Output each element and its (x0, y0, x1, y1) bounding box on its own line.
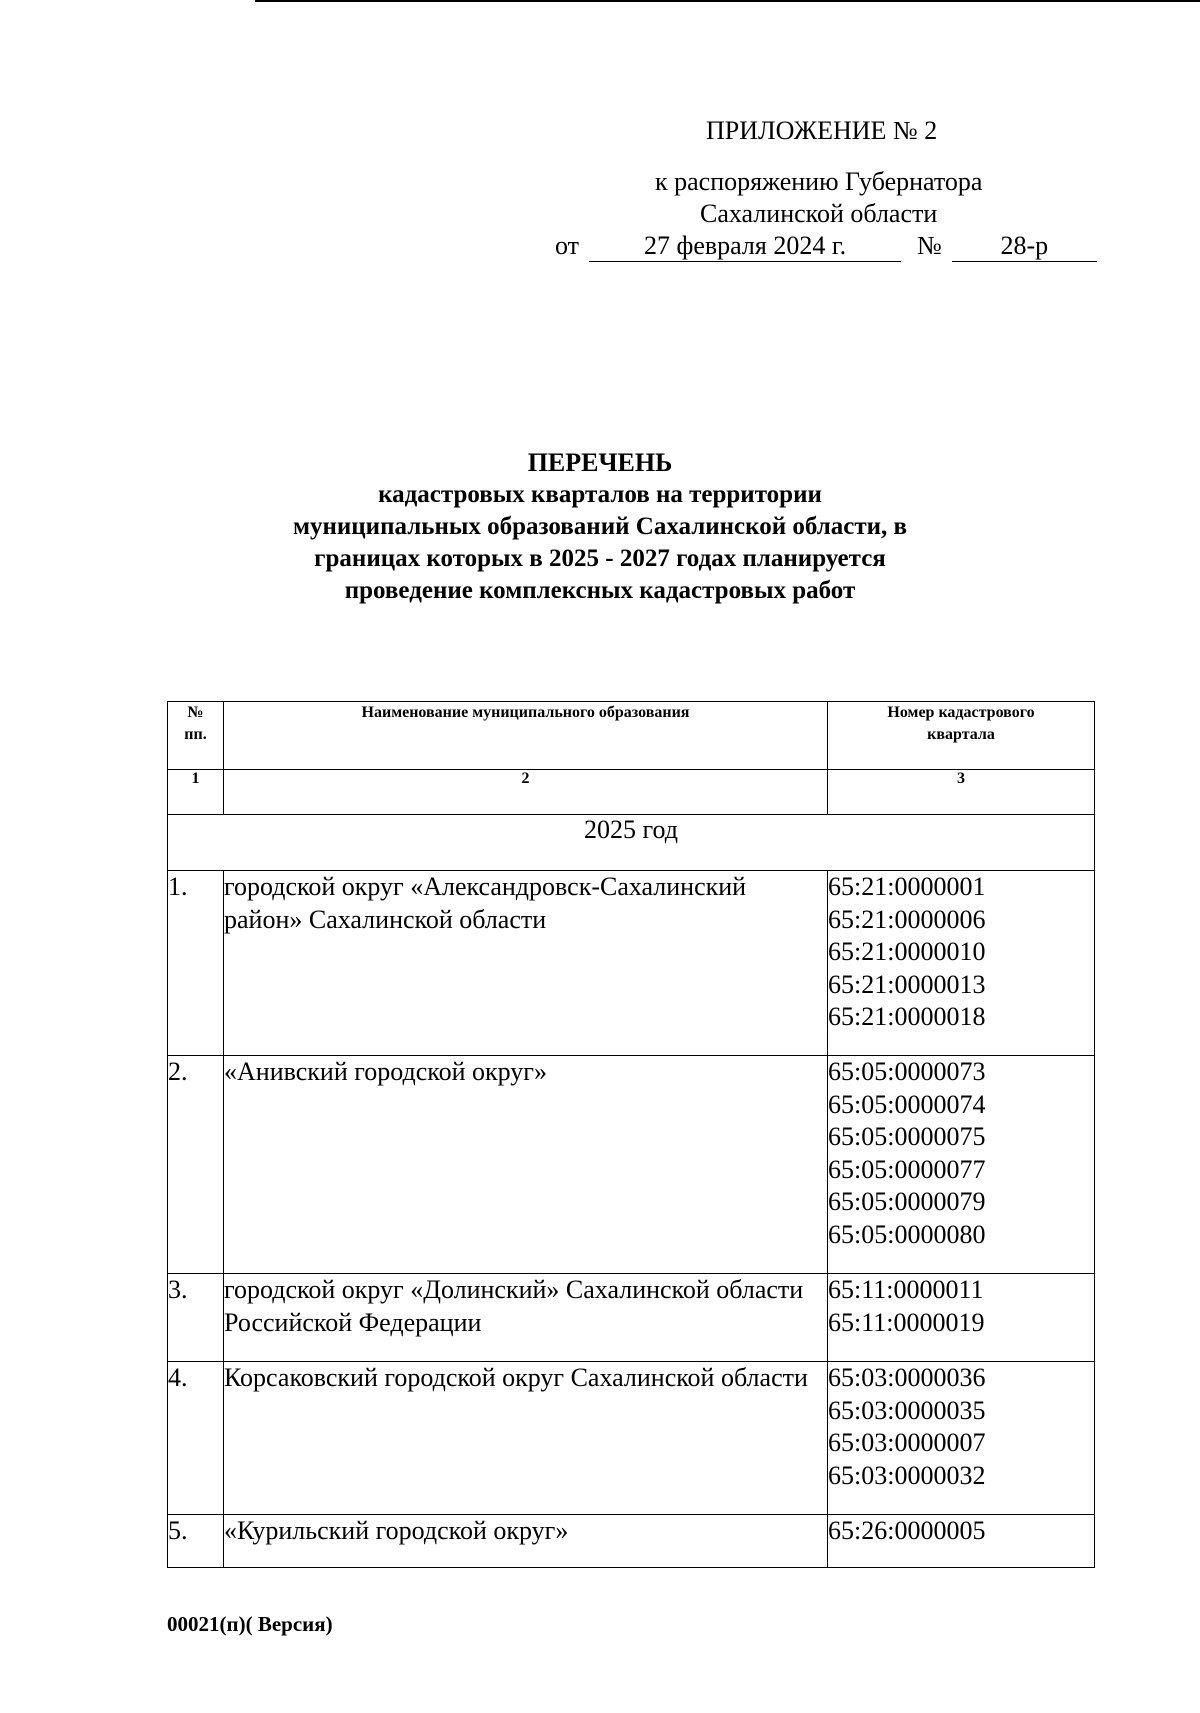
column-index: 3 (828, 770, 1095, 815)
cadastral-code: 65:21:0000018 (828, 1002, 986, 1031)
order-date: 27 февраля 2024 г. (589, 231, 901, 262)
cadastral-code: 65:03:0000007 (828, 1428, 986, 1457)
date-prefix: от (555, 231, 580, 260)
cadastral-code: 65:21:0000006 (828, 904, 986, 934)
cadastral-code: 65:21:0000001 (828, 872, 986, 901)
table-row (168, 1056, 1095, 1274)
municipality-name: «Курильский городской округ» (224, 1515, 828, 1568)
header-cadastral-quarter: Номер кадастрового квартала (828, 702, 1095, 770)
footer-document-code: 00021(п)( Версия) (167, 1612, 333, 1636)
cadastral-codes (828, 1362, 1095, 1515)
cadastral-code: 65:03:0000032 (828, 1460, 986, 1490)
cadastral-table (167, 701, 1095, 1568)
annex-reference-line: к распоряжению Губернатора (655, 167, 983, 196)
header-number: № пп. (168, 702, 224, 770)
row-number: 1. (168, 871, 224, 1056)
cadastral-code: 65:11:0000011 (828, 1275, 984, 1304)
cadastral-codes (828, 1515, 1095, 1568)
cadastral-codes (828, 871, 1095, 1056)
table-row (168, 1274, 1095, 1362)
annex-region-line: Сахалинской области (700, 199, 938, 228)
cadastral-code: 65:03:0000036 (828, 1363, 986, 1392)
title-line-3: границах которых в 2025 - 2027 годах планируется (314, 545, 886, 572)
year-label: 2025 год (168, 815, 1095, 871)
row-number: 2. (168, 1056, 224, 1274)
title-main: ПЕРЕЧЕНЬ (527, 448, 673, 477)
column-index-row (168, 770, 1095, 815)
cadastral-code: 65:05:0000075 (828, 1122, 986, 1151)
row-number: 5. (168, 1515, 224, 1568)
table-header-row (168, 702, 1095, 770)
document-title (150, 447, 1050, 607)
annex-date-row (555, 230, 1097, 262)
cadastral-code: 65:05:0000080 (828, 1219, 986, 1249)
cadastral-code: 65:05:0000074 (828, 1089, 986, 1119)
cadastral-codes (828, 1056, 1095, 1274)
table-row (168, 1515, 1095, 1568)
cadastral-code: 65:11:0000019 (828, 1307, 985, 1337)
cadastral-code: 65:26:0000005 (828, 1516, 986, 1545)
table-row (168, 1362, 1095, 1515)
cadastral-codes (828, 1274, 1095, 1362)
row-number: 4. (168, 1362, 224, 1515)
title-line-2: муниципальных образований Сахалинской области, в (292, 513, 908, 540)
title-line-4: проведение комплексных кадастровых работ (344, 577, 856, 604)
row-number: 3. (168, 1274, 224, 1362)
cadastral-code: 65:05:0000073 (828, 1057, 986, 1086)
title-line-1: кадастровых кварталов на территории (378, 481, 822, 508)
cadastral-code: 65:05:0000077 (828, 1154, 986, 1184)
cadastral-code: 65:21:0000013 (828, 969, 986, 999)
cadastral-code: 65:05:0000079 (828, 1187, 986, 1216)
top-border-line (255, 0, 1200, 2)
municipality-name: Корсаковский городской округ Сахалинской области (224, 1362, 828, 1515)
header-municipality-name: Наименование муниципального образования (224, 702, 828, 770)
table-row (168, 871, 1095, 1056)
year-section-row (168, 815, 1095, 871)
municipality-name: городской округ «Долинский» Сахалинской области Российской Федерации (224, 1274, 828, 1362)
cadastral-code: 65:03:0000035 (828, 1395, 986, 1425)
annex-title: ПРИЛОЖЕНИЕ № 2 (706, 116, 938, 145)
cadastral-code: 65:21:0000010 (828, 937, 986, 966)
column-index: 1 (168, 770, 224, 815)
municipality-name: городской округ «Александровск-Сахалинский район» Сахалинской области (224, 871, 828, 1056)
municipality-name: «Анивский городской округ» (224, 1056, 828, 1274)
column-index: 2 (224, 770, 828, 815)
number-sign: № (917, 231, 942, 260)
order-number: 28-р (952, 231, 1097, 262)
